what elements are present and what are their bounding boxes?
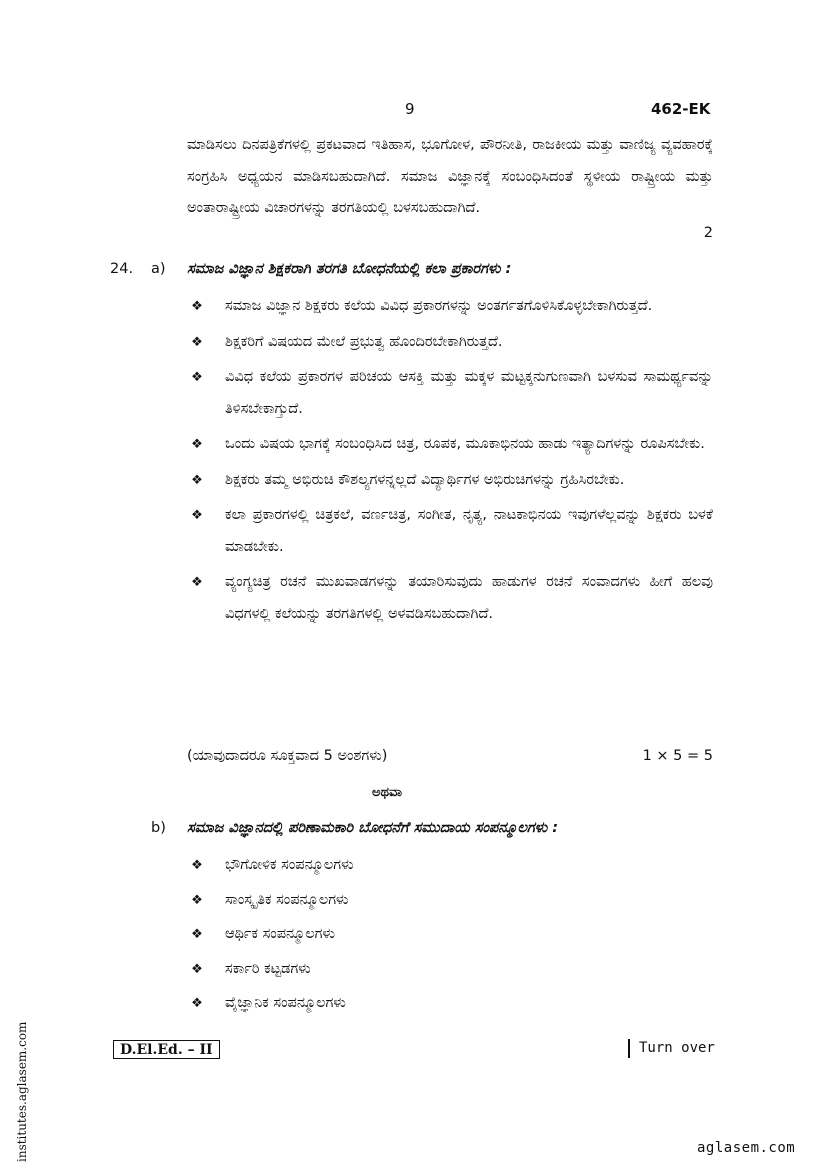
side-watermark-url: institutes.aglasem.com [15,1021,29,1162]
diamond-bullet-icon: ❖ [191,370,203,385]
list-item: ❖ ಸಮಾಜ ವಿಜ್ಞಾನ ಶಿಕ್ಷಕರು ಕಲೆಯ ವಿವಿಧ ಪ್ರಕಾರಗಳನ್ನು ಅಂತರ್ಗತಗೊಳಿಸಿಕೊಳ್ಳಬೇಕಾಗಿರುತ್ತದೆ. [187,291,713,323]
list-item: ❖ ಸಾಂಸ್ಕೃತಿಕ ಸಂಪನ್ಮೂಲಗಳು [187,885,713,917]
watermark: aglasem.com [697,1140,796,1156]
diamond-bullet-icon: ❖ [191,334,203,350]
part-b-heading: ಸಮಾಜ ವಿಜ್ಞಾನದಲ್ಲಿ ಪರಿಣಾಮಕಾರಿ ಬೋಧನೆಗೆ ಸಮುದಾಯ ಸಂಪನ್ಮೂಲಗಳು : [187,820,559,836]
list-item: ❖ ವಿವಿಧ ಕಲೆಯ ಪ್ರಕಾರಗಳ ಪರಿಚಯ ಆಸಕ್ತಿ ಮತ್ತು ಮಕ್ಕಳ ಮಟ್ಟಕ್ಕನುಗುಣವಾಗಿ ಬಳಸುವ ಸಾಮರ್ಥ್ಯವನ್ನು ತಿಳಿಸಬೇಕಾಗ್ತುದೆ. [187,362,713,425]
list-item: ❖ ಒಂದು ವಿಷಯ ಭಾಗಕ್ಕೆ ಸಂಬಂಧಿಸಿದ ಚಿತ್ರ, ರೂಪಕ, ಮೂಕಾಭಿನಯ ಹಾಡು ಇತ್ಯಾದಿಗಳನ್ನು ರೂಪಿಸಬೇಕು. [187,429,713,461]
part-a-marks: 1 × 5 = 5 [642,748,713,764]
diamond-bullet-icon: ❖ [191,996,203,1011]
list-item: ❖ ಆರ್ಥಿಕ ಸಂಪನ್ಮೂಲಗಳು [187,919,713,951]
or-separator: ಅಥವಾ [372,785,402,800]
diamond-bullet-icon: ❖ [191,892,203,908]
part-a-note-row [187,748,713,764]
diamond-bullet-icon: ❖ [191,858,203,873]
part-a-heading: ಸಮಾಜ ವಿಜ್ಞಾನ ಶಿಕ್ಷಕರಾಗಿ ತರಗತಿ ಬೋಧನೆಯಲ್ಲಿ ಕಲಾ ಪ್ರಕಾರಗಳು : [187,261,512,277]
course-label: D.El.Ed. – II [113,1040,220,1059]
diamond-bullet-icon: ❖ [191,961,203,977]
diamond-bullet-icon: ❖ [191,472,203,488]
part-a-note: (ಯಾವುದಾದರೂ ಸೂಕ್ತವಾದ 5 ಅಂಶಗಳು) [187,748,388,764]
page-number: 9 [405,100,415,118]
list-item: ❖ ಶಿಕ್ಷಕರು ತಮ್ಮ ಅಭಿರುಚಿ ಕೌಶಲ್ಯಗಳನ್ನಲ್ಲದೆ ವಿದ್ಯಾರ್ಥಿಗಳ ಅಭಿರುಚಿಗಳನ್ನು ಗ್ರಹಿಸಿರಬೇಕು. [187,465,713,497]
part-b-points [187,850,713,1023]
list-item: ❖ ಭೌಗೋಳಿಕ ಸಂಪನ್ಮೂಲಗಳು [187,850,713,882]
part-a-label: a) [151,261,166,277]
list-item: ❖ ಶಿಕ್ಷಕರಿಗೆ ವಿಷಯದ ಮೇಲೆ ಪ್ರಭುತ್ವ ಹೊಂದಿರಬೇಕಾಗಿರುತ್ತದೆ. [187,327,713,359]
diamond-bullet-icon: ❖ [191,927,203,942]
continuation-marks: 2 [703,225,713,241]
list-item: ❖ ವ್ಯಂಗ್ಯಚಿತ್ರ ರಚನೆ ಮುಖವಾಡಗಳನ್ನು ತಯಾರಿಸುವುದು ಹಾಡುಗಳ ರಚನೆ ಸಂವಾದಗಳು ಹೀಗೆ ಹಲವು ವಿಧಗಳಲ್ಲಿ ಕಲೆಯನ್ನು ತರಗತಿಗಳಲ್ಲಿ ಅಳವಡಿಸಬಹುದಾಗಿದೆ. [187,567,713,630]
question-number: 24. [110,261,134,277]
diamond-bullet-icon: ❖ [191,437,203,452]
part-a-points [187,291,713,634]
turn-over-label: Turn over [628,1039,715,1058]
diamond-bullet-icon: ❖ [191,299,203,314]
diamond-bullet-icon: ❖ [191,508,203,523]
paper-code: 462-EK [651,100,711,118]
continuation-paragraph: ಮಾಡಿಸಲು ದಿನಪತ್ರಿಕೆಗಳಲ್ಲಿ ಪ್ರಕಟವಾದ ಇತಿಹಾಸ, ಭೂಗೋಳ, ಪೌರನೀತಿ, ರಾಜಕೀಯ ಮತ್ತು ವಾಣಿಜ್ಯ ವ್ಯವಹಾರಕ್ಕೆ ಸಂಗ್ರಹಿಸಿ ಅಧ್ಯಯನ ಮಾಡಿಸಬಹುದಾಗಿದೆ. ಸಮಾಜ ವಿಜ್ಞಾನಕ್ಕೆ ಸಂಬಂಧಿಸಿದಂತೆ ಸ್ಥಳೀಯ ರಾಷ್ಟ್ರೀಯ ಮತ್ತು ಅಂತಾರಾಷ್ಟ್ರೀಯ ವಿಚಾರಗಳನ್ನು ತರಗತಿಯಲ್ಲಿ ಬಳಸಬಹುದಾಗಿದೆ. [187,137,713,216]
diamond-bullet-icon: ❖ [191,575,203,590]
list-item: ❖ ಕಲಾ ಪ್ರಕಾರಗಳಲ್ಲಿ ಚಿತ್ರಕಲೆ, ವರ್ಣಚಿತ್ರ, ಸಂಗೀತ, ನೃತ್ಯ, ನಾಟಕಾಭಿನಯ ಇವುಗಳೆಲ್ಲವನ್ನು ಶಿಕ್ಷಕರು ಬಳಕೆ ಮಾಡಬೇಕು. [187,500,713,563]
list-item: ❖ ವೈಜ್ಞಾನಿಕ ಸಂಪನ್ಮೂಲಗಳು [187,988,713,1020]
list-item: ❖ ಸರ್ಕಾರಿ ಕಟ್ಟಡಗಳು [187,954,713,986]
part-b-label: b) [151,820,166,836]
